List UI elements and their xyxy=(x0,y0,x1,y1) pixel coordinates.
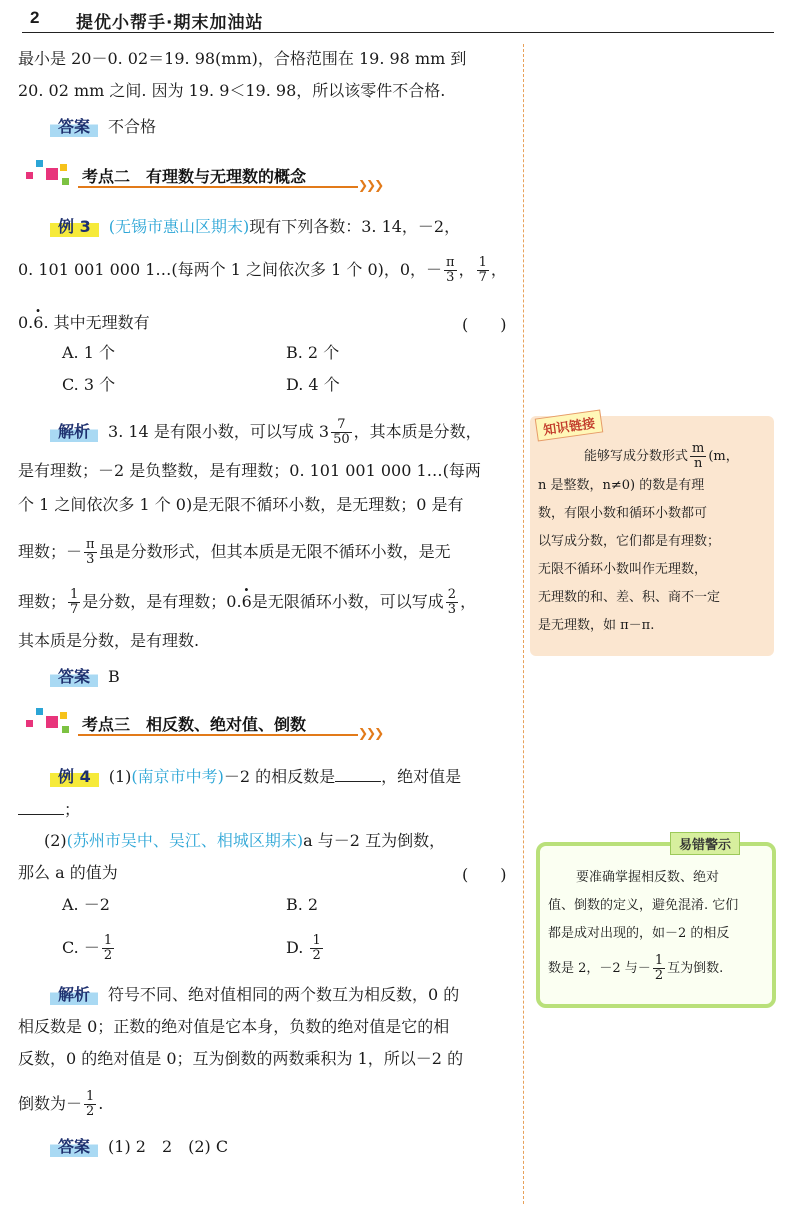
numerator: m xyxy=(692,441,705,456)
tip-text: 能够写成分数形式 xyxy=(584,449,689,464)
fill-blank xyxy=(335,765,381,782)
fraction xyxy=(331,418,352,447)
question-text: ； xyxy=(64,800,81,819)
numerator: 7 xyxy=(331,418,352,433)
section-heading xyxy=(22,156,382,192)
fill-blank xyxy=(18,798,64,815)
answer-label: 答案 xyxy=(50,1134,98,1157)
repeating-digit: · 6 xyxy=(242,592,252,611)
question-text: a 与－2 互为倒数， xyxy=(303,831,446,850)
decor-square xyxy=(36,708,43,715)
question-text: ，绝对值是 xyxy=(381,767,462,786)
source-text: (南京市中考) xyxy=(131,767,224,786)
denominator: 3 xyxy=(86,552,95,567)
example-3-line: 0. 101 001 000 1…(每两个 1 之间依次多 1 个 0)，0，－ $\frac{\pi}{3}$ ， $\frac{1}{7}$ ， xyxy=(18,255,507,285)
source-text: (苏州市吴中、吴江、相城区期末) xyxy=(66,831,304,850)
option-c: C. 3 个 xyxy=(62,375,116,394)
analysis-text: 倒数为－ xyxy=(18,1094,83,1113)
fraction xyxy=(446,588,458,617)
numerator: 1 xyxy=(654,953,664,968)
fraction xyxy=(653,954,665,983)
denominator: 3 xyxy=(446,270,455,285)
analysis-line: 理数； $\frac{1}{7}$ 是分数，是有理数；0.· 6是无限循环小数，可以写成 $\frac{2}{3}$ ， xyxy=(18,588,518,617)
analysis-line: 倒数为－ $\frac{1}{2}$ . xyxy=(18,1089,104,1119)
numerator: 1 xyxy=(312,933,321,948)
analysis-text: 理数；－ xyxy=(18,542,83,561)
book-title: 提优小帮手·期末加油站 xyxy=(76,13,264,33)
decor-square xyxy=(46,716,58,728)
denominator: 2 xyxy=(654,968,664,983)
page-header xyxy=(22,4,774,33)
fraction xyxy=(102,934,114,963)
option-d xyxy=(286,934,325,963)
knowledge-link-box xyxy=(530,416,774,656)
numerator: π xyxy=(446,255,455,270)
repeating-digit: · 6 xyxy=(33,313,43,332)
analysis-text: 3. 14 是有限小数，可以写成 3 xyxy=(108,422,330,441)
fraction xyxy=(690,442,706,471)
analysis-line: 相反数是 0；正数的绝对值是它本身，负数的绝对值是它的相 xyxy=(18,1017,450,1036)
analysis-line: 个 1 之间依次多 1 个 0)是无限不循环小数，是无理数；0 是有 xyxy=(18,495,464,514)
denominator: 2 xyxy=(103,948,113,963)
example-4-question xyxy=(50,764,550,788)
tip-line: 以写成分数，它们都是有理数； xyxy=(538,534,721,549)
analysis-text: 虽是分数形式，但其本质是无限不循环小数，是无 xyxy=(98,542,451,561)
option-text: C. － xyxy=(62,938,100,957)
fraction xyxy=(477,256,489,285)
denominator: 2 xyxy=(86,1104,95,1119)
question-text: 0. xyxy=(18,313,34,332)
tip-text: 数是 2，－2 与－ xyxy=(548,961,651,976)
analysis-text: ，其本质是分数， xyxy=(353,422,482,441)
option-a: A. 1 个 xyxy=(62,343,115,362)
fraction xyxy=(444,256,457,285)
option-c xyxy=(62,934,116,963)
example-3-answer xyxy=(50,664,550,688)
option-a: A. －2 xyxy=(62,895,110,914)
analysis-line xyxy=(50,982,550,1006)
denominator: 7 xyxy=(478,270,487,285)
option-text: D. xyxy=(286,938,304,957)
option-b: B. 2 xyxy=(286,895,319,914)
knowledge-link-tag: 知识链接 xyxy=(535,410,604,442)
answer-text: B xyxy=(108,667,120,686)
tip-line: 数，有限小数和循环小数都可 xyxy=(538,506,708,521)
tip-line xyxy=(584,442,790,471)
example-label: 例 4 xyxy=(50,764,99,787)
answer-label: 答案 xyxy=(50,664,98,687)
tip-line: 无限不循环小数叫作无理数， xyxy=(538,562,708,577)
common-mistake-box xyxy=(536,842,776,1008)
analysis-line xyxy=(18,538,518,567)
question-text: (1) xyxy=(108,767,132,786)
numerator: 1 xyxy=(70,587,79,602)
section-underline xyxy=(78,734,358,736)
analysis-label: 解析 xyxy=(50,982,98,1005)
section-title: 考点二 有理数与无理数的概念 xyxy=(82,167,307,186)
example-4-line xyxy=(18,798,518,821)
analysis-line: 是有理数；－2 是负整数，是有理数；0. 101 001 000 1…(每两 xyxy=(18,461,481,480)
example-3-line xyxy=(18,312,518,334)
question-text: 现有下列各数：3. 14，－2， xyxy=(249,217,461,236)
option-b: B. 2 个 xyxy=(286,343,340,362)
analysis-text: 是无限循环小数，可以写成 xyxy=(251,592,444,611)
tip-line: n 是整数，n≠0) 的数是有理 xyxy=(538,478,705,493)
decor-square xyxy=(62,726,69,733)
fraction xyxy=(84,538,97,567)
section-title: 考点三 相反数、绝对值、倒数 xyxy=(82,715,307,734)
tip-text: (m， xyxy=(708,449,739,464)
denominator: 2 xyxy=(312,948,321,963)
decor-square xyxy=(62,178,69,185)
numerator: 1 xyxy=(103,933,113,948)
example-3-question xyxy=(50,214,550,238)
denominator: n xyxy=(693,456,703,471)
analysis-text: 是分数，是有理数；0. xyxy=(82,592,242,611)
analysis-text: 符号不同、绝对值相同的两个数互为相反数，0 的 xyxy=(108,985,460,1004)
arrows-icon: ❯❯❯ xyxy=(358,726,383,740)
analysis-line: 反数，0 的绝对值是 0；互为倒数的两数乘积为 1，所以－2 的 xyxy=(18,1049,464,1068)
tip-text: 互为倒数. xyxy=(667,961,724,976)
numerator: 1 xyxy=(86,1089,95,1104)
decor-square xyxy=(60,164,67,171)
numerator: π xyxy=(86,537,95,552)
question-text: －2 的相反数是 xyxy=(223,767,336,786)
tip-line: 值、倒数的定义，避免混淆. 它们 xyxy=(548,898,739,913)
question-text: . 其中无理数有 xyxy=(43,313,150,332)
numerator: 2 xyxy=(447,587,457,602)
question-text: 0. 101 001 000 1…(每两个 1 之间依次多 1 个 0)，0，－ xyxy=(18,260,443,279)
analysis-label: 解析 xyxy=(50,419,98,442)
fraction xyxy=(68,588,80,617)
example-4-line: 那么 a 的值为 xyxy=(18,863,118,882)
example-4-line xyxy=(44,830,544,852)
analysis-line xyxy=(50,418,550,447)
intro-answer xyxy=(50,114,550,138)
section-heading xyxy=(22,704,382,740)
source-text: (无锡市惠山区期末) xyxy=(108,217,250,236)
decor-square xyxy=(60,712,67,719)
tip-line: 要准确掌握相反数、绝对 xyxy=(576,870,720,885)
denominator: 7 xyxy=(70,602,79,617)
decor-square xyxy=(36,160,43,167)
denominator: 3 xyxy=(447,602,457,617)
common-mistake-tag: 易错警示 xyxy=(670,832,740,855)
fraction xyxy=(84,1090,96,1119)
tip-line: 都是成对出现的，如－2 的相反 xyxy=(548,926,730,941)
tip-line: 无理数的和、差、积、商不一定 xyxy=(538,590,721,605)
answer-label: 答案 xyxy=(50,114,98,137)
page-number: 2 xyxy=(30,8,40,27)
denominator: 50 xyxy=(333,432,350,447)
tip-line xyxy=(548,954,768,983)
question-text: (2) xyxy=(44,831,67,850)
decor-square xyxy=(46,168,58,180)
decor-square xyxy=(26,172,33,179)
answer-parentheses: ( ) xyxy=(462,865,507,884)
analysis-text: 理数； xyxy=(18,592,67,611)
example-label: 例 3 xyxy=(50,214,99,237)
option-d: D. 4 个 xyxy=(286,375,340,394)
answer-parentheses: ( ) xyxy=(462,315,507,334)
example-4-answer xyxy=(50,1134,550,1158)
fraction xyxy=(310,934,322,963)
analysis-line: 其本质是分数，是有理数. xyxy=(18,631,200,650)
section-underline xyxy=(78,186,358,188)
answer-text: 不合格 xyxy=(108,117,157,136)
intro-line: 20. 02 mm 之间. 因为 19. 9＜19. 98，所以该零件不合格. xyxy=(18,81,446,100)
tip-line: 是无理数，如 π－π. xyxy=(538,618,655,633)
numerator: 1 xyxy=(478,255,487,270)
decor-square xyxy=(26,720,33,727)
intro-line: 最小是 20－0. 02＝19. 98(mm)，合格范围在 19. 98 mm 到 xyxy=(18,49,467,68)
arrows-icon: ❯❯❯ xyxy=(358,178,383,192)
answer-text: (1) 2 2 (2) C xyxy=(108,1137,229,1156)
